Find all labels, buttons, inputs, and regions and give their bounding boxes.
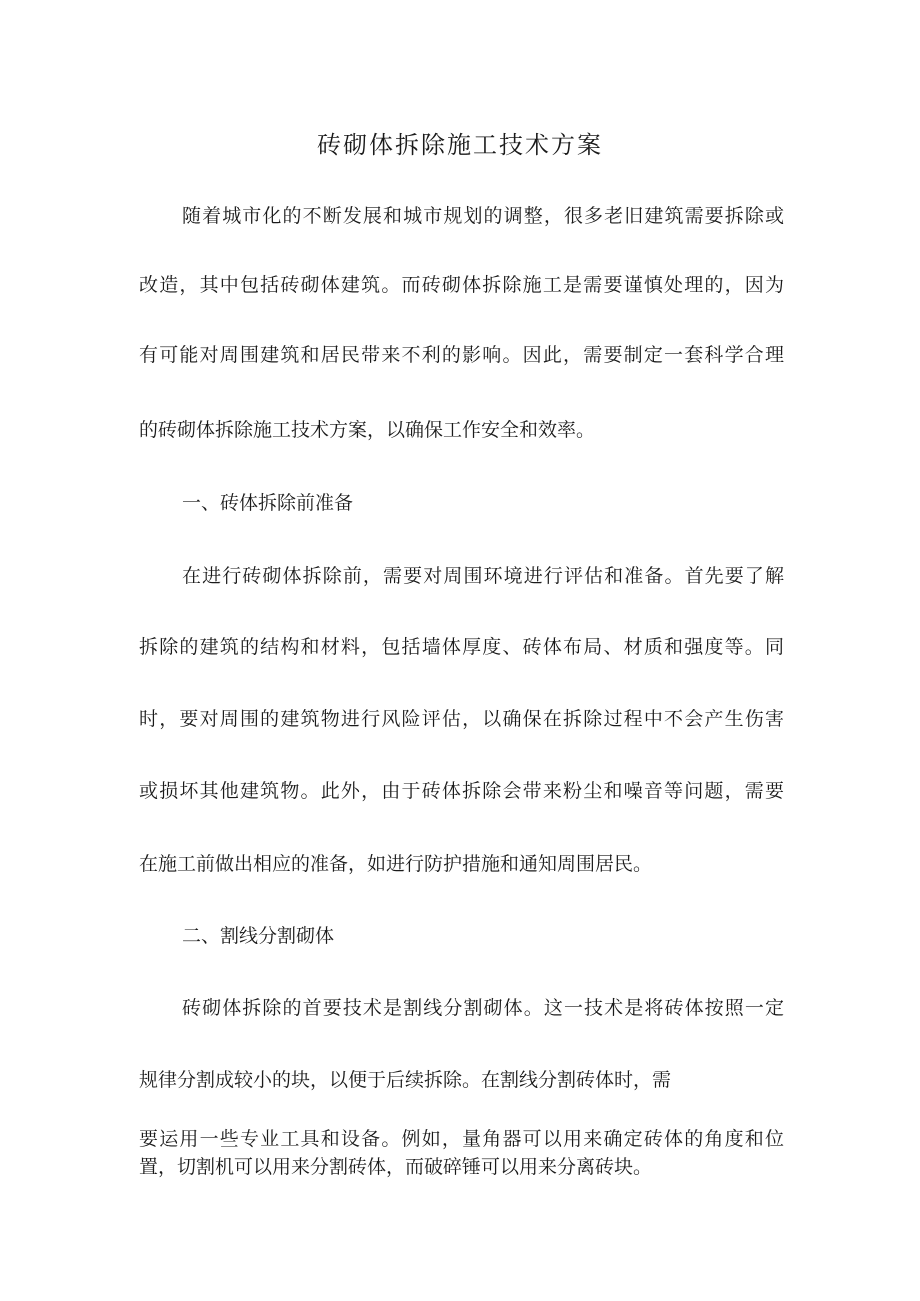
paragraph-2-line-5: 在施工前做出相应的准备，如进行防护措施和通知周围居民。	[139, 853, 653, 875]
paragraph-2-line-2: 拆除的建筑的结构和材料，包括墙体厚度、砖体布局、材质和强度等。同	[139, 636, 784, 658]
paragraph-3-line-1: 砖砌体拆除的首要技术是割线分割砌体。这一技术是将砖体按照一定	[182, 997, 784, 1019]
paragraph-3-line-4: 置，切割机可以用来分割砖体，而破碎锤可以用来分离砖块。	[139, 1156, 653, 1178]
section-heading-2: 二、割线分割砌体	[182, 925, 335, 947]
paragraph-1-line-3: 有可能对周围建筑和居民带来不利的影响。因此，需要制定一套科学合理	[139, 344, 784, 366]
paragraph-1-line-1: 随着城市化的不断发展和城市规划的调整，很多老旧建筑需要拆除或	[182, 205, 784, 227]
paragraph-3-line-2: 规律分割成较小的块，以便于后续拆除。在割线分割砖体时，需	[139, 1069, 672, 1091]
paragraph-1-line-2: 改造，其中包括砖砌体建筑。而砖砌体拆除施工是需要谨慎处理的，因为	[139, 274, 784, 296]
paragraph-2-line-4: 或损坏其他建筑物。此外，由于砖体拆除会带来粉尘和噪音等问题，需要	[139, 780, 784, 802]
paragraph-2-line-1: 在进行砖砌体拆除前，需要对周围环境进行评估和准备。首先要了解	[182, 565, 784, 587]
section-heading-1: 一、砖体拆除前准备	[182, 492, 354, 514]
paragraph-1-line-4: 的砖砌体拆除施工技术方案，以确保工作安全和效率。	[139, 419, 596, 441]
paragraph-3-line-3: 要运用一些专业工具和设备。例如，量角器可以用来确定砖体的角度和位	[139, 1128, 784, 1150]
paragraph-2-line-3: 时，要对周围的建筑物进行风险评估，以确保在拆除过程中不会产生伤害	[139, 708, 784, 730]
document-title: 砖砌体拆除施工技术方案	[317, 131, 603, 159]
